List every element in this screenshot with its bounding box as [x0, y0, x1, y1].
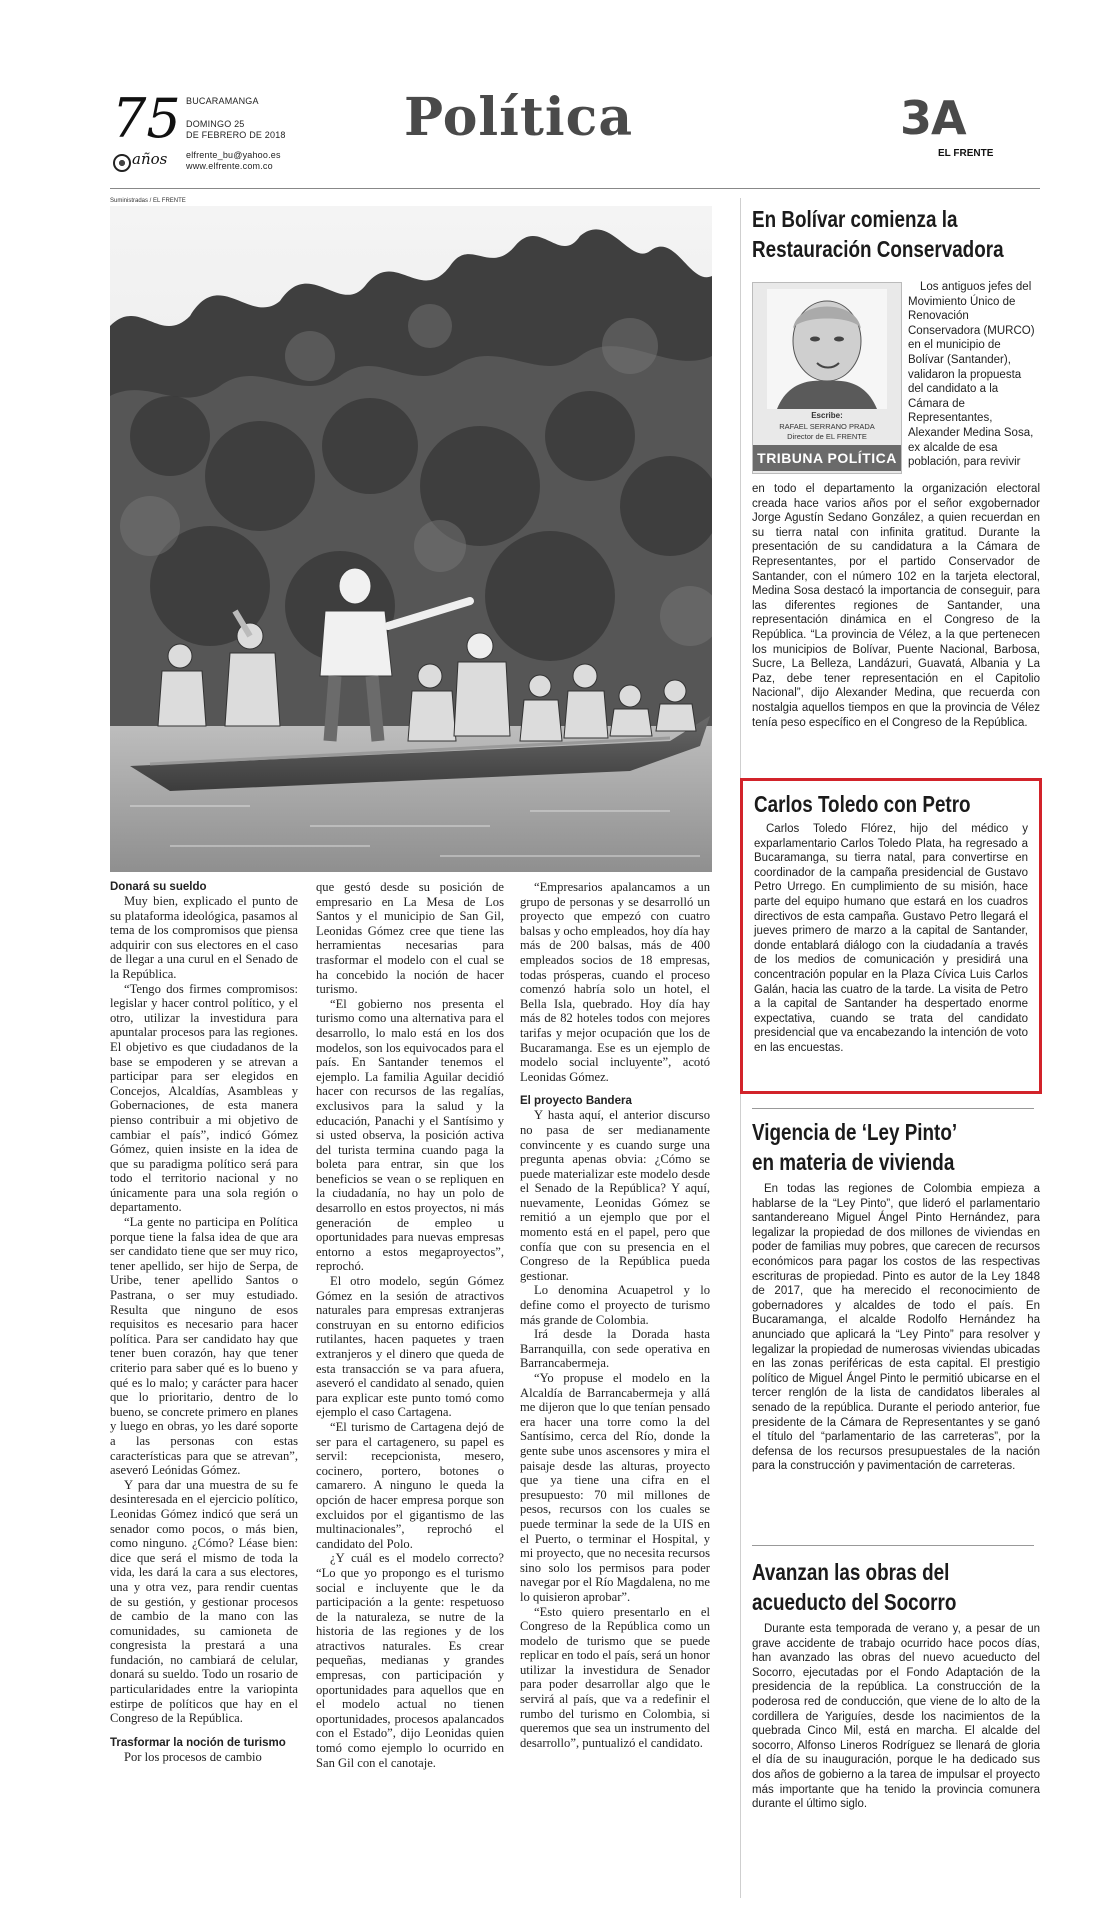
sidebar-article-1-intro [908, 280, 1038, 470]
email-text: elfrente_bu@yahoo.es [186, 150, 281, 160]
boat-photo [110, 206, 712, 872]
sidebar-separator [752, 1108, 1034, 1109]
columnist-card [752, 282, 902, 474]
website-text: www.elfrente.com.co [186, 161, 273, 171]
article-paragraph: “La gente no participa en Política porque tiene la falsa idea de que ara ser candidato tiene que ser muy rico, tener apellido, ser hijo de Serpa, de Uribe, tener apellido Santos o Pastrana, o ser muy estudiado. Resulta que ninguno de esos requisitos es necesario para hacer política. Para ser candidato hay que tener buen corazón, hay que tener criterio para saber qué es lo bueno y qué es lo malo; y carácter para hacer que lo prioritario, dentro de lo bueno, se concrete primero en planes y luego en obras, yo les daré soporte a las personas con estas características para que se atrevan”, aseveró Leónidas Gómez. [110, 1215, 298, 1478]
sidebar-article-4-title-line-1: Avanzan las obras del [752, 1559, 950, 1585]
article-paragraph: El otro modelo, según Gómez Gómez en la sesión de atractivos naturales para empresas extranjeras construyan en su entorno edificios rutilantes, hacen paquetes y traen extranjeros y el dinero que queda de esta transacción se va para afuera, aseveró el candidato al senado, quien para explicar este punto tomó como ejemplo el caso Cartagena. [316, 1274, 504, 1420]
article-column-1 [110, 880, 298, 1764]
article-paragraph: Lo denomina Acuapetrol y lo define como el proyecto de turismo más grande de Colombia. [520, 1283, 710, 1327]
sidebar-article-4-body [752, 1622, 1040, 1812]
sidebar-article-1-body: en todo el departamento la organización electoral creada hace varios años por el señor exgobernador Jorge Agustín Sedano González, a quien recuerdan en su tierra natal con infinita gratitud. Durante la presentación de su candidatura a la Cámara de Representantes, por el partido Conservador de Santander, con el número 102 en la tarjeta electoral, Medina Sosa destacó la importancia de conseguir, para las diferentes regiones de Santander, una representación dinámica en el Congreso de la República. “La provincia de Vélez, a la que pertenecen los municipios de Bolívar, Puente Nacional, Barbosa, Sucre, La Belleza, Landázuri, Guavatá, Albania y La Paz, debe tener representación en el Capitolio Nacional”, dijo Alexander Medina, que recuerda con nostalgia aquellos tiempos en que la provincia de Vélez tenía peso específico en el Congreso de la República. [752, 483, 1040, 729]
masthead-rule [110, 188, 1040, 189]
article-paragraph: “Esto quiero presentarlo en el Congreso de la República como un modelo de turismo que se puede replicar en todo el país, será un honor utilizar la investidura de Senador para poder desarrollar algo que le servirá al país, que va a redefinir el rumbo del turismo en Colombia, si queremos que sea un instrumento del desarrollo”, puntualizó el candidato. [520, 1604, 710, 1750]
article-paragraph: “Yo propuse el modelo en la Alcaldía de Barrancabermeja y allá me dijeron que lo que tenían pensado era hacer una torre como la del Santísimo, cerca del Río, donde la gente sube unos ascensores y mira el paisaje desde las alturas, proyecto que ya tiene una cifra en el presupuesto: 70 mil millones de pesos, recursos con los cuales se puede terminar la sede de la UIS en el Puerto, o terminar el Hospital, y mi proyecto, que no necesita recursos sino solo los permisos para poder navegar por el Río Magdalena, no me lo quisieron aprobar”. [520, 1371, 710, 1604]
columnist-writes-label: Escribe: [811, 411, 843, 420]
article-subheading: Donará su sueldo [110, 881, 207, 893]
sidebar-article-4-body-text: Durante esta temporada de verano y, a pesar de un grave accidente de trabajo ocurrido hace pocos días, han avanzado las obras del nuevo acueducto del Socorro, ejecutadas por el Fondo Adaptación de la presidencia de la república. La construcción de la poderosa red de conducción, que viene de lo alto de la cordillera de Yariguíes, desde los nacimientos de la quebrada Cinco Mil, está en marcha. El alcalde del socorro, Alfonso Lineros Rodríguez se llenará de gloria el día de su inauguración, porque le ha dedicado sus dos años de gobierno a la tarea de impulsar el proyecto más importante que ha tenido la provincia comunera durante el último siglo. [752, 1623, 1040, 1811]
article-column-2 [316, 880, 504, 1770]
sidebar-article-3-title-line-1: Vigencia de ‘Ley Pinto’ [752, 1119, 958, 1145]
article-paragraph: Por los procesos de cambio [124, 1749, 262, 1764]
sidebar-article-3-body-text: En todas las regiones de Colombia empieza a hablarse de la “Ley Pinto”, que lideró el parlamentario santandereano Miguel Ángel Pinto Hernández, para legalizar la propiedad de dos millones de viviendas en poder de familias muy pobres, que carecen de recursos económicos para pagar los costos de las respectivas escrituras de propiedad. Pinto es autor de la Ley 1848 de 2017, que ha merecido el reconocimiento de gobernadores y alcaldes de todo el país. En Bucaramanga, el alcalde Rodolfo Hernández ha anunciado que aplicará la “Ley Pinto” para resolver y legalizar la propiedad de numerosas viviendas ubicadas en las zonas periféricas de esta capital. El prestigio político de Miguel Ángel Pinto le permitió ubicarse en el tercer renglón de la lista de candidatos liberales al senado de la república. Durante el periodo anterior, fue presidente de la Cámara de Representantes y se ganó el título del “parlamentario de las carreteras”, por la defensa de los recursos presupuestales de la nación para la construcción y pavimentación de carreteras. [752, 1183, 1040, 1473]
sidebar-article-2-body-text: Carlos Toledo Flórez, hijo del médico y exparlamentario Carlos Toledo Plata, ha regresado a Bucaramanga, su tierra natal, para convertirse en coordinador de la campaña presidencial de Gustavo Petro Urrego. En cumplimiento de su misión, hace parte del equipo humano que estará en los cuadros directivos de esta campaña. Gustavo Petro llegará el jueves primero de marzo a la capital de Santander, donde entablará diálogo con la ciudadanía a través de los medios de comunicación y presidirá una concentración popular en la Plaza Cívica Luis Carlos Galán, hacia las cuatro de la tarde. La visita de Petro a la capital de Santander ha despertado enorme expectativa, cuando se trata del candidato presidencial que va encabezando la intención de voto en las encuestas. [754, 823, 1028, 1054]
article-paragraph: “Empresarios apalancamos a un grupo de personas y se desarrolló un proyecto que empezó con cuatro balsas y ocho empleados, hoy día hay más de 200 balsas, más de 400 empleados socios de 18 empresas, todas prósperas, cuando el proceso comenzó habría solo un hotel, el Bella Isla, quebrado. Hoy día hay más de 82 hoteles todos con mejores tarifas y mejor ocupación que los de Bucaramanga. Ese es un ejemplo de modelo social incluyente”, acotó Leonidas Gómez. [520, 880, 710, 1084]
photo-credit: Suministradas / EL FRENTE [110, 198, 186, 204]
article-paragraph: “El turismo de Cartagena dejó de ser para el cartagenero, su papel es servil: recepcionista, mesero, cocinero, portero, botones o camarero. A ninguno le queda la opción de hacer empresa porque son excluidos por el gigantismo de las multinacionales”, reprochó el candidato del Polo. [316, 1419, 504, 1551]
article-subheading: Trasformar la noción de turismo [110, 1736, 286, 1749]
anniversary-logo-word: años [132, 150, 168, 168]
date-line-1: DOMINGO 25 [186, 119, 245, 129]
newspaper-brand: EL FRENTE [938, 148, 994, 159]
sidebar-article-1-title-line-1: En Bolívar comienza la [752, 206, 958, 232]
sidebar-separator [752, 1545, 1034, 1546]
sidebar-article-1-title-line-2: Restauración Conservadora [752, 236, 1004, 262]
sidebar-article-4-title-line-2: acueducto del Socorro [752, 1589, 957, 1615]
article-paragraph: Y para dar una muestra de su fe desinteresada en el ejercicio político, Leonidas Gómez indicó que será un senador como pocos, o más bien, como ninguno. ¿Cómo? Léase bien: dice que será el mismo de toda la vida, les dará la cara a sus electores, una y otra vez, para rendir cuentas de su gestión, y gestionar procesos de cambio de la mano con las comunidades, su camioneta de congresista la prestará a una fundación, no cambiará de celular, donará su sueldo. Todo un rosario de particularidades entre la variopinta estirpe de políticos que hay en el Congreso de la República. [110, 1477, 298, 1726]
city-label: BUCARAMANGA [186, 96, 259, 106]
date-line-2: DE FEBRERO DE 2018 [186, 130, 286, 140]
article-paragraph: ¿Y cuál es el modelo correcto? “Lo que yo propongo es el turismo social e incluyente que le da participación a la gente: respetuoso de la naturaleza, se nutre de la historia de las regiones y de los atractivos naturales. Es crear pequeñas, medianas y grandes empresas, con participación y oportunidades para aquellos que en el modelo actual no tienen oportunidades, procesos apalancados con el Estado”, dijo Leonidas quien tomó como ejemplo lo ocurrido en San Gil con el canotaje. [316, 1551, 504, 1770]
article-subheading: El proyecto Bandera [520, 1095, 632, 1108]
columnist-role: Director de EL FRENTE [787, 432, 867, 441]
article-paragraph: Irá desde la Dorada hasta Barranquilla, con sede operativa en Barrancabermeja. [520, 1327, 710, 1371]
article-column-3 [520, 880, 710, 1750]
anniversary-logo-number: 75 [112, 87, 181, 150]
columnist-name: RAFAEL SERRANO PRADA [779, 422, 875, 431]
article-paragraph: “El gobierno nos presenta el turismo como una alternativa para el desarrollo, lo malo está en los dos modelos, son los equivocados para el país. En Santander tenemos el ejemplo. La familia Aguilar decidió hacer con recursos de las regalías, exclusivos para la salud y la educación, Panachi y el Santísimo y si usted observa, la posición activa del turista termina cuando paga la boleta para entrar, sin que los beneficios se vean o se repliquen en la ciudadanía, no hay un polo de desarrollo en estos proyectos, ni más generación de empleo u oportunidades para nuevas empresas entorno a estos megaproyectos”, reprochó. [316, 996, 504, 1274]
sidebar-article-2-body [754, 822, 1028, 1056]
sidebar-article-1-intro-text: Los antiguos jefes del Movimiento Único de Renovación Conservadora (MURCO) en el municipio de Bolívar (Santander), validaron la propuesta del candidato a la Cámara de Representantes, Alexander Medina Sosa, ex alcalde de esa población, para revivir [908, 281, 1035, 469]
page-number: 3A [900, 91, 966, 145]
article-paragraph: Muy bien, explicado el punto de su plataforma ideológica, pasamos al tema de los compromisos que piensa adquirir con sus electores en el caso de llegar a una curul en el Senado de la República. [110, 894, 298, 981]
anniversary-logo-icon [113, 154, 131, 172]
article-paragraph: que gestó desde su posición de empresario en La Mesa de Los Santos y el municipio de San Gil, Leonidas Gómez cree que tiene las herramientas necesarias para trasformar el modelo con el cual se ha concebido la noción de hacer turismo. [316, 880, 504, 997]
sidebar-article-3-title-line-2: en materia de vivienda [752, 1149, 955, 1175]
section-title: Política [404, 87, 634, 148]
column-name-banner: TRIBUNA POLÍTICA [753, 445, 901, 471]
columnist-portrait [767, 289, 887, 409]
article-paragraph: “Tengo dos firmes compromisos: legislar y hacer control político, y el otro, utilizar la investidura para apuntalar procesos para las regiones. El objetivo es que ciudadanos de la base se empoderen y se atrevan a participar para ser elegidos en Concejos, Alcaldías, Asambleas y Gobernaciones, de esta manera pienso contribuir a mi objetivo de cambiar el país”, indicó Gómez Gómez, quien insiste en la idea de que su paradigma político será para todo el territorio nacional y no únicamente para una sola región o departamento. [110, 981, 298, 1215]
sidebar-article-2-title: Carlos Toledo con Petro [754, 791, 971, 817]
article-paragraph: Y hasta aquí, el anterior discurso no pasa de ser medianamente convincente y es cuando surge una pregunta apenas obvia: ¿Cómo se puede materializar este modelo desde el Senado de la República? Y aquí, nuevamente, Leonidas Gómez se remitió a un ejemplo que por el momento está en el papel, pero que confía que con su presencia en el Congreso de la República pueda gestionar. [520, 1108, 710, 1283]
sidebar-article-3-body [752, 1182, 1040, 1474]
